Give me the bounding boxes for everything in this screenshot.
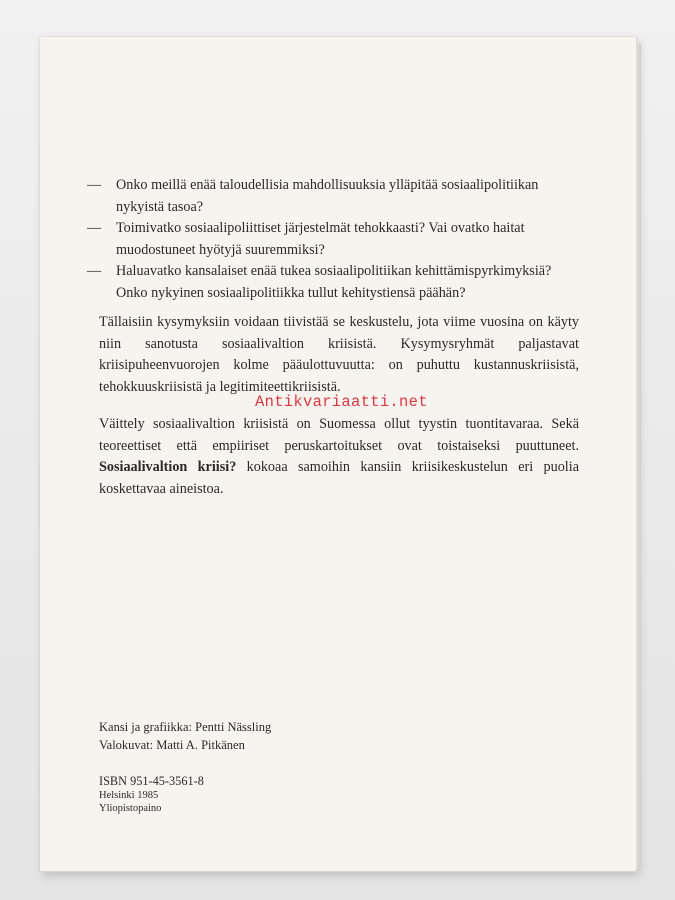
photo-credit: Valokuvat: Matti A. Pitkänen (99, 738, 245, 752)
publication-info (99, 773, 204, 815)
place-year: Helsinki 1985 (99, 790, 159, 801)
credits (99, 718, 271, 754)
paragraph-text-start: Väittely sosiaalivaltion kriisistä on Suomessa ollut tyystin tuontitavaraa. Sekä teoreettiset että empiiriset peruskartoitukset ovat toistaiseksi puuttuneet. (99, 416, 579, 454)
isbn-number: ISBN 951-45-3561-8 (99, 774, 204, 788)
book-title: Sosiaalivaltion kriisi? (99, 459, 237, 475)
cover-credit: Kansi ja grafiikka: Pentti Nässling (99, 720, 272, 734)
watermark: Antikvariaatti.net (255, 393, 428, 411)
paragraph-text-end: kokoaa samoihin kansiin kriisikeskustelun eri puolia koskettavaa aineistoa. (99, 459, 579, 497)
question-list (87, 175, 579, 304)
dash-glyph: — (87, 220, 102, 236)
question-item (87, 261, 579, 304)
question-text: Haluavatko kansalaiset enää tukea sosiaalipolitiikan kehittämispyrkimyksiä? Onko nykyinen sosiaalipolitiikka tullut kehitystiensä päähän? (116, 263, 552, 301)
printer: Yliopistopaino (99, 802, 162, 814)
paragraph-text (99, 414, 579, 500)
intro-paragraph (99, 312, 579, 398)
summary-paragraph (99, 414, 579, 500)
dash-glyph: — (87, 177, 102, 193)
question-item (87, 218, 579, 261)
dash-glyph: — (87, 263, 102, 279)
question-item (87, 175, 579, 218)
paragraph-text: Tällaisiin kysymyksiin voidaan tiivistää se keskustelu, jota viime vuosina on käyty niin sanotusta sosiaalivaltion kriisistä. Kysymysryhmät paljastavat kriisipuheenvuorojen kolme pääulottuvuutta: on puhuttu kustannuskriisistä, tehokkuuskriisistä ja legitimiteettikriisistä. (99, 314, 579, 395)
question-text: Onko meillä enää taloudellisia mahdollisuuksia ylläpitää sosiaalipolitiikan nykyistä tasoa? (116, 177, 539, 215)
question-text: Toimivatko sosiaalipoliittiset järjestelmät tehokkaasti? Vai ovatko haitat muodostuneet hyötyjä suuremmiksi? (116, 220, 525, 258)
